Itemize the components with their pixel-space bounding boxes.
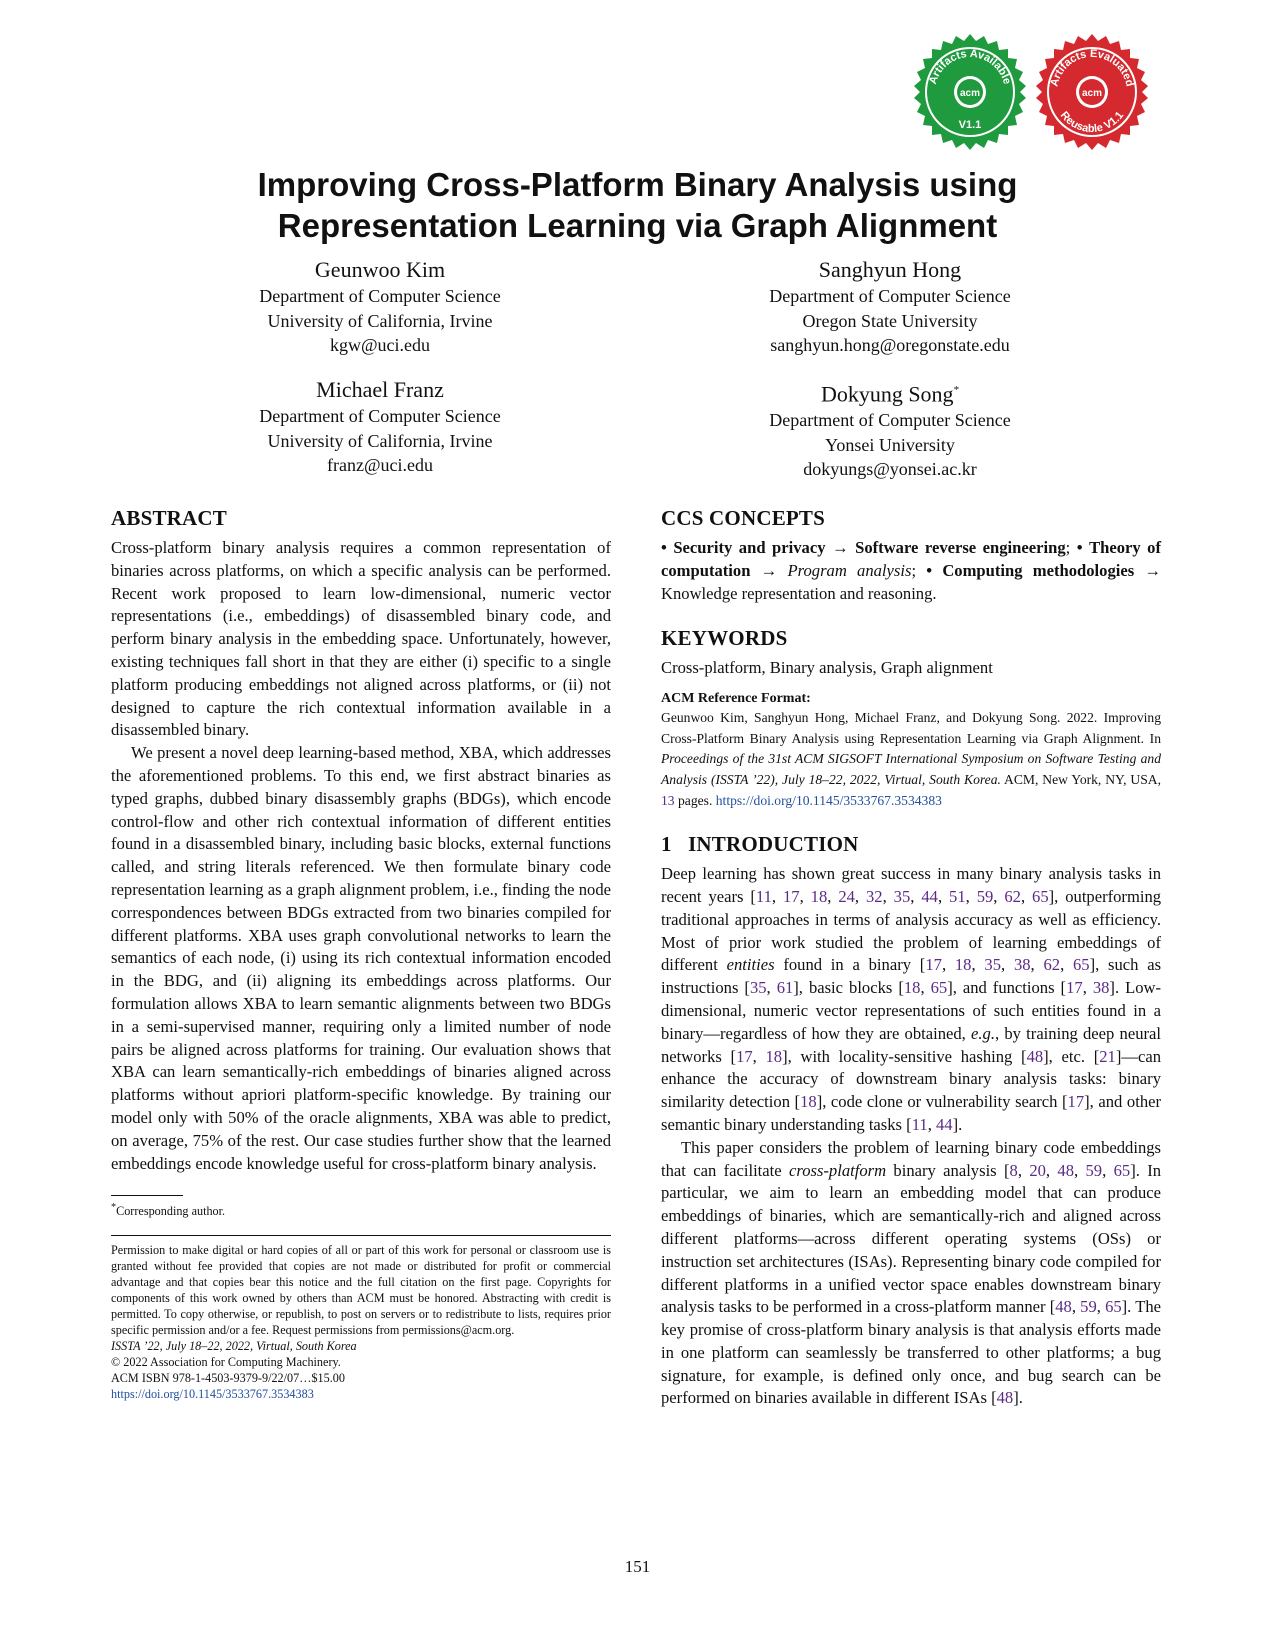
abstract-paragraph-1: Cross-platform binary analysis requires a common representation of binaries across platforms, on which a specific analysis can be performed. Recent work proposed to learn low-dimensional, numeric vector representations (i.e., embeddings) of disassembled binary code, and perform binary analysis in the embedding space. Unfortunately, however, existing techniques fall short in that they are either (i) specific to a single platform producing embeddings not aligned across platforms, or (ii) not designed to capture the rich contextual information available in a disassembled binary. [111, 538, 611, 740]
ccs-concepts: • Security and privacy → Software reverse engineering; • Theory of computation → Program analysis; • Computing methodologies → Knowledge representation and reasoning. [661, 538, 1162, 603]
acm-logo-text: acm [959, 88, 981, 99]
author-block [680, 256, 1100, 358]
acm-logo-text: acm [1081, 88, 1103, 99]
badge-reusable-text: Reusable V1.1 [1057, 109, 1127, 136]
ccs-heading: CCS CONCEPTS [661, 506, 826, 530]
author-block [170, 256, 590, 358]
keywords-text: Cross-platform, Binary analysis, Graph alignment [661, 658, 993, 678]
ccs-item: Program analysis [787, 560, 912, 580]
permission-notice: Permission to make digital or hard copies of all or part of this work for personal or classroom use is granted without fee provided that copies are not made or distributed for profit or commercial advantage and that copies bear this notice and the full citation on the first page. Copyrights for components of this work owned by others than ACM must be honored. Abstracting with credit is permitted. To copy otherwise, or republish, to post on servers or to redistribute to lists, requires prior specific permission and/or a fee. Request permissions from permissions@acm.org. [111, 1243, 611, 1338]
paper-title [150, 164, 1125, 246]
author-name: Sanghyun Hong [818, 257, 962, 282]
author-name: Dokyung Song* [820, 381, 960, 407]
ccs-item: Knowledge representation and reasoning. [661, 583, 937, 603]
page-number: 151 [624, 1557, 651, 1576]
author-name: Geunwoo Kim [314, 257, 446, 282]
isbn-line: ACM ISBN 978-1-4503-9379-9/22/07…$15.00 [111, 1371, 345, 1386]
corresponding-mark: * [953, 384, 960, 396]
author-block [170, 376, 590, 478]
author-email[interactable]: kgw@uci.edu [329, 335, 431, 355]
author-affiliation: University of California, Irvine [267, 310, 493, 331]
acm-ref-heading: ACM Reference Format: [661, 691, 811, 707]
author-dept: Department of Computer Science [259, 406, 501, 426]
doi-link[interactable]: https://doi.org/10.1145/3533767.3534383 [111, 1387, 314, 1402]
copyright-line: © 2022 Association for Computing Machinery. [111, 1355, 341, 1370]
author-name: Michael Franz [316, 377, 444, 402]
intro-paragraph-1: Deep learning has shown great success in many binary analysis tasks in recent years [11, 17, 18, 24, 32, 35, 44, 51, 59, 62, 65], outperforming traditional approaches in terms of analysis accuracy as well as efficiency. Most of prior work studied the problem of learning embeddings of different entities found in a binary [17, 18, 35, 38, 62, 65], such as instructions [35, 61], basic blocks [18, 65], and functions [17, 38]. Low-dimensional, numeric vector representations of such entities found in a binary—regardless of how they are obtained, e.g., by training deep neural networks [17, 18], with locality-sensitive hashing [48], etc. [21]—can enhance the accuracy of downstream binary analysis tasks: binary similarity detection [18], code clone or vulnerability search [17], and other semantic binary understanding tasks [11, 44]. [661, 864, 1162, 1134]
author-dept: Department of Computer Science [259, 286, 501, 306]
badge-evaluated-text: Artifacts Evaluated [1048, 47, 1136, 88]
author-email[interactable]: franz@uci.edu [326, 455, 434, 475]
intro-heading: 1 INTRODUCTION [661, 832, 859, 857]
badge-version-text: V1.1 [958, 119, 982, 131]
ccs-item: Software reverse engineering [855, 538, 1066, 557]
author-affiliation: Yonsei University [825, 434, 955, 455]
author-dept: Department of Computer Science [769, 410, 1011, 431]
artifact-badges [910, 32, 1160, 162]
permission-rule [111, 1235, 611, 1236]
intro-paragraph-2: This paper considers the problem of learning binary code embeddings that can facilitate cross-platform binary analysis [8, 20, 48, 59, 65]. In particular, we aim to learn an embedding model that can produce embeddings of binaries, which are semantically-rich and aligned across different platforms—across different operating systems (OSs) or instruction set architectures (ISAs). Representing binary code compiled for different platforms in a unified vector space enables downstream binary analysis tasks to be performed in a cross-platform manner [48, 59, 65]. The key promise of cross-platform binary analysis is that analysis efforts made in one platform can seamlessly be transferred to other platforms; a bug signature, for example, is defined only once, and bug search can be performed on binaries available in different ISAs [48]. [661, 1137, 1162, 1408]
footnote-rule [111, 1195, 183, 1196]
acm-ref-doi-link[interactable]: https://doi.org/10.1145/3533767.3534383 [715, 792, 942, 808]
artifacts-evaluated-badge [1032, 32, 1152, 152]
abstract-heading: ABSTRACT [111, 506, 227, 530]
badge-available-text: Artifacts Available [926, 47, 1014, 86]
author-affiliation: Oregon State University [802, 310, 978, 331]
right-column [661, 505, 1161, 1410]
artifacts-available-badge [910, 32, 1030, 152]
author-dept: Department of Computer Science [769, 286, 1011, 306]
footnote: *Corresponding author. [111, 1202, 226, 1219]
title-line-1: Improving Cross-Platform Binary Analysis using [257, 166, 1018, 203]
keywords-heading: KEYWORDS [661, 626, 788, 651]
ccs-item: Computing methodologies [942, 560, 1135, 580]
author-email[interactable]: sanghyun.hong@oregonstate.edu [770, 335, 1010, 355]
title-line-2: Representation Learning via Graph Alignment [277, 207, 998, 244]
author-email[interactable]: dokyungs@yonsei.ac.kr [803, 459, 977, 480]
venue-line: ISSTA ’22, July 18–22, 2022, Virtual, South Korea [111, 1339, 357, 1354]
author-block [680, 376, 1100, 482]
author-affiliation: University of California, Irvine [267, 430, 493, 451]
acm-ref-text: Geunwoo Kim, Sanghyun Hong, Michael Franz, and Dokyung Song. 2022. Improving Cross-Platform Binary Analysis using Representation Learning via Graph Alignment. In Proceedings of the 31st ACM SIGSOFT International Symposium on Software Testing and Analysis (ISSTA ’22), July 18–22, 2022, Virtual, South Korea. ACM, New York, NY, USA, 13 pages. https://doi.org/10.1145/3533767.3534383 [661, 710, 1161, 808]
left-column [111, 505, 611, 1402]
ccs-item: Security and privacy [673, 538, 826, 557]
ccs-item: Theory of computation [661, 538, 1162, 580]
abstract-paragraph-2: We present a novel deep learning-based method, XBA, which addresses the aforementioned problems. To this end, we first abstract binaries as typed graphs, dubbed binary disassembly graphs (BDGs), which encode control-flow and other rich contextual information of different entities found in a disassembled binary, including basic blocks, external functions called, and string literals referenced. We then formulate binary code representation learning as a graph alignment problem, i.e., finding the node correspondences between BDGs extracted from two binaries compiled for different platforms. XBA uses graph convolutional networks to learn the semantics of each node, (i) using its rich contextual information encoded in the BDG, and (ii) aligning its embeddings across platforms. Our formulation allows XBA to learn semantic alignments between two BDGs in a semi-supervised manner, requiring only a limited number of node pairs be aligned across platforms for training. Our evaluation shows that XBA can learn semantically-rich embeddings of binaries aligned across platforms without apriori platform-specific knowledge. By training our model only with 50% of the oracle alignments, XBA was able to predict, on average, 75% of the rest. Our case studies further show that the learned embeddings encode knowledge useful for cross-platform binary analysis. [111, 743, 611, 1173]
